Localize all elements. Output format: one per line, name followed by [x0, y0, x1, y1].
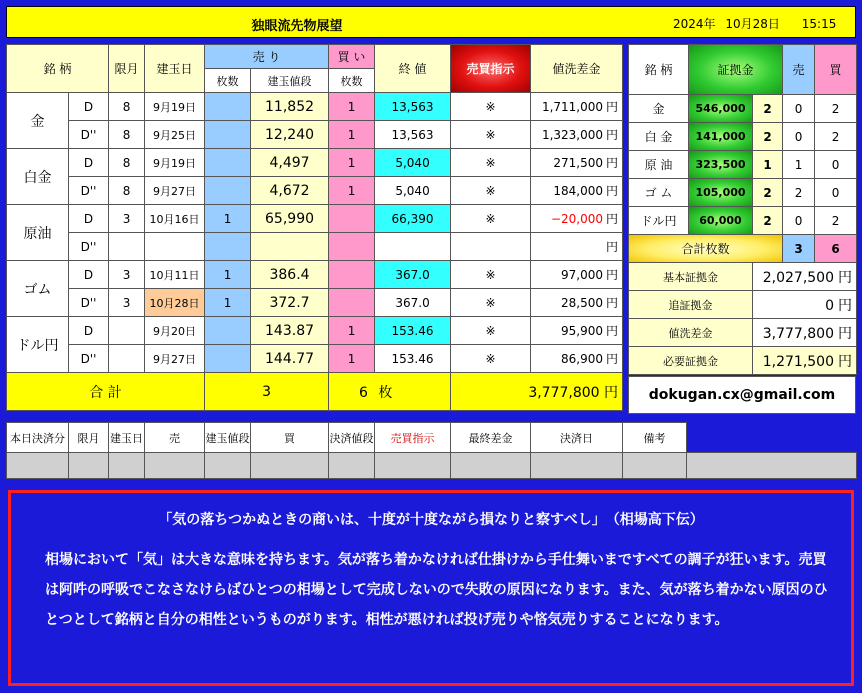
settlement-header-cell: 限月 — [69, 423, 109, 453]
position-diff-yen: 円 — [606, 156, 619, 170]
position-diff-value: −20,000 — [550, 212, 604, 226]
position-price: 386.4 — [251, 261, 329, 289]
table-row — [7, 93, 623, 121]
margin-brand: ゴ ム — [629, 179, 689, 207]
margin-total-sell: 3 — [783, 235, 815, 263]
position-price: 4,497 — [251, 149, 329, 177]
position-buy-qty: 1 — [329, 317, 375, 345]
position-date — [145, 233, 205, 261]
margin-buy-count: 2 — [815, 95, 857, 123]
position-diff — [531, 205, 623, 233]
position-buy-qty — [329, 261, 375, 289]
table-row — [7, 233, 623, 261]
position-diff-yen: 円 — [606, 100, 619, 114]
position-diff-yen: 円 — [606, 296, 619, 310]
header-year: 2024年 — [673, 17, 716, 31]
header-price: 建玉値段 — [251, 69, 329, 93]
margin-header-sell: 売 — [783, 45, 815, 95]
position-sell-qty: 1 — [205, 205, 251, 233]
settlement-header-cell: 売買指示 — [375, 423, 451, 453]
header-limit: 限月 — [109, 45, 145, 93]
position-type: D — [69, 317, 109, 345]
settlement-empty-cell — [329, 453, 375, 479]
position-diff-yen: 円 — [606, 268, 619, 282]
total-row — [7, 373, 623, 411]
table-row — [7, 345, 623, 373]
position-type: D'' — [69, 233, 109, 261]
position-diff-yen: 円 — [606, 212, 619, 226]
position-limit-month — [109, 317, 145, 345]
settlement-header-cell: 建玉日 — [109, 423, 145, 453]
total-buy-value: 6 — [359, 384, 368, 401]
margin-buy-count: 2 — [815, 123, 857, 151]
position-close: 153.46 — [375, 345, 451, 373]
header-date: 10月28日 — [725, 17, 780, 31]
settlement-table — [6, 422, 857, 479]
position-limit-month: 3 — [109, 261, 145, 289]
margin-table — [628, 44, 857, 375]
margin-buy-count: 2 — [815, 207, 857, 235]
margin-units: 2 — [753, 179, 783, 207]
position-type: D'' — [69, 289, 109, 317]
position-diff — [531, 121, 623, 149]
margin-row — [629, 207, 857, 235]
position-buy-qty: 1 — [329, 345, 375, 373]
margin-brand: ドル円 — [629, 207, 689, 235]
position-diff — [531, 149, 623, 177]
position-date: 10月16日 — [145, 205, 205, 233]
margin-summary-label: 値洗差金 — [629, 319, 753, 347]
position-price: 11,852 — [251, 93, 329, 121]
settlement-empty-cell — [375, 453, 451, 479]
settlement-header-cell: 売 — [145, 423, 205, 453]
position-type: D — [69, 93, 109, 121]
margin-amount: 546,000 — [689, 95, 753, 123]
position-instruction-mark: ※ — [451, 177, 531, 205]
table-row — [7, 177, 623, 205]
position-limit-month: 3 — [109, 205, 145, 233]
settlement-empty-cell — [7, 453, 69, 479]
margin-amount: 60,000 — [689, 207, 753, 235]
position-diff — [531, 289, 623, 317]
margin-header-buy: 買 — [815, 45, 857, 95]
brand-name: ドル円 — [7, 317, 69, 373]
position-limit-month: 3 — [109, 289, 145, 317]
position-limit-month: 8 — [109, 177, 145, 205]
margin-summary-yen: 円 — [838, 325, 853, 342]
position-type: D'' — [69, 177, 109, 205]
position-diff — [531, 261, 623, 289]
position-type: D — [69, 205, 109, 233]
margin-summary-row — [629, 263, 857, 291]
settlement-empty-cell — [623, 453, 687, 479]
total-yen: 円 — [604, 384, 619, 401]
position-date: 9月25日 — [145, 121, 205, 149]
settlement-empty-cell — [451, 453, 531, 479]
position-date: 9月27日 — [145, 345, 205, 373]
header-close: 終 値 — [375, 45, 451, 93]
settlement-empty-row — [7, 453, 857, 479]
position-diff — [531, 317, 623, 345]
position-diff — [531, 233, 623, 261]
header-brand: 銘 柄 — [7, 45, 109, 93]
position-diff-value: 95,900 — [561, 324, 604, 338]
position-instruction-mark: ※ — [451, 289, 531, 317]
position-sell-qty — [205, 121, 251, 149]
position-limit-month: 8 — [109, 149, 145, 177]
margin-total-buy: 6 — [815, 235, 857, 263]
margin-header-margin: 証拠金 — [689, 45, 783, 95]
header-sell-count: 枚数 — [205, 69, 251, 93]
margin-total-label: 合計枚数 — [629, 235, 783, 263]
margin-summary-value — [753, 291, 857, 319]
total-sell: 3 — [205, 373, 329, 411]
total-diff — [451, 373, 623, 411]
position-price: 65,990 — [251, 205, 329, 233]
position-instruction-mark: ※ — [451, 93, 531, 121]
settlement-empty-cell — [531, 453, 623, 479]
position-buy-qty: 1 — [329, 149, 375, 177]
email-address[interactable]: dokugan.cx@gmail.com — [628, 376, 856, 414]
total-label: 合 計 — [7, 373, 205, 411]
position-instruction-mark: ※ — [451, 205, 531, 233]
margin-total-row — [629, 235, 857, 263]
margin-summary-value — [753, 319, 857, 347]
position-buy-qty: 1 — [329, 93, 375, 121]
position-close: 5,040 — [375, 149, 451, 177]
proverb-body: 相場において「気」は大きな意味を持ちます。気が落ち着かなければ仕掛けから手仕舞いまですべての調子が狂います。売買は阿吽の呼吸でこなさなけらばひとつの相場として完成しないので失敗の原因になります。また、気が落ち着かない原因のひとつとして銘柄と自分の相性というものがります。相性が悪ければ投げ売りや悋気売りすることになります。 — [45, 552, 828, 628]
header-instruction: 売買指示 — [451, 45, 531, 93]
position-date: 9月19日 — [145, 93, 205, 121]
table-row — [7, 261, 623, 289]
position-date: 9月19日 — [145, 149, 205, 177]
settlement-header-cell: 最終差金 — [451, 423, 531, 453]
margin-sell-count: 0 — [783, 95, 815, 123]
position-date: 9月27日 — [145, 177, 205, 205]
settlement-header-cell: 建玉値段 — [205, 423, 251, 453]
header-datetime — [673, 15, 842, 32]
brand-name: ゴム — [7, 261, 69, 317]
margin-sell-count: 2 — [783, 179, 815, 207]
margin-units: 2 — [753, 95, 783, 123]
settlement-empty-cell — [205, 453, 251, 479]
margin-brand: 白 金 — [629, 123, 689, 151]
table-row — [7, 205, 623, 233]
margin-summary-value — [753, 347, 857, 375]
position-instruction-mark: ※ — [451, 121, 531, 149]
margin-amount: 141,000 — [689, 123, 753, 151]
margin-sell-count: 0 — [783, 207, 815, 235]
position-buy-qty — [329, 289, 375, 317]
proverb-box — [8, 490, 854, 686]
position-close: 13,563 — [375, 121, 451, 149]
margin-summary-row — [629, 319, 857, 347]
position-price: 143.87 — [251, 317, 329, 345]
settlement-header-cell: 決済値段 — [329, 423, 375, 453]
position-instruction-mark: ※ — [451, 345, 531, 373]
total-unit: 枚 — [378, 384, 393, 401]
margin-sell-count: 1 — [783, 151, 815, 179]
margin-row — [629, 95, 857, 123]
position-close: 153.46 — [375, 317, 451, 345]
position-sell-qty — [205, 93, 251, 121]
header-diff: 値洗差金 — [531, 45, 623, 93]
position-diff-value: 271,500 — [553, 156, 604, 170]
table-row — [7, 289, 623, 317]
position-limit-month — [109, 345, 145, 373]
settlement-header-cell: 決済日 — [531, 423, 623, 453]
settlement-header-cell: 備考 — [623, 423, 687, 453]
brand-name: 金 — [7, 93, 69, 149]
position-diff-value: 97,000 — [561, 268, 604, 282]
settlement-empty-cell — [251, 453, 329, 479]
position-date: 10月11日 — [145, 261, 205, 289]
position-close: 367.0 — [375, 289, 451, 317]
position-price: 12,240 — [251, 121, 329, 149]
brand-name: 白金 — [7, 149, 69, 205]
table-row — [7, 149, 623, 177]
position-diff — [531, 93, 623, 121]
header-buy-count: 枚数 — [329, 69, 375, 93]
position-diff-yen: 円 — [606, 324, 619, 338]
header-buy: 買 い — [329, 45, 375, 69]
settlement-empty-cell — [109, 453, 145, 479]
margin-units: 2 — [753, 207, 783, 235]
margin-amount: 323,500 — [689, 151, 753, 179]
settlement-header-cell: 本日決済分 — [7, 423, 69, 453]
header-sell: 売 り — [205, 45, 329, 69]
position-diff — [531, 345, 623, 373]
margin-row — [629, 151, 857, 179]
margin-brand: 金 — [629, 95, 689, 123]
margin-summary-row — [629, 291, 857, 319]
margin-brand: 原 油 — [629, 151, 689, 179]
page-title: 独眼流先物展望 — [251, 19, 343, 34]
margin-summary-yen: 円 — [838, 297, 853, 314]
position-instruction-mark: ※ — [451, 149, 531, 177]
position-diff-yen: 円 — [606, 240, 619, 254]
margin-summary-yen: 円 — [838, 269, 853, 286]
position-limit-month: 8 — [109, 93, 145, 121]
margin-header-brand: 銘 柄 — [629, 45, 689, 95]
position-diff-yen: 円 — [606, 128, 619, 142]
table-row — [7, 121, 623, 149]
margin-summary-yen: 円 — [838, 353, 853, 370]
position-sell-qty — [205, 345, 251, 373]
brand-name: 原油 — [7, 205, 69, 261]
margin-summary-amount: 3,777,800 — [762, 325, 835, 342]
position-instruction-mark: ※ — [451, 261, 531, 289]
total-buy — [329, 373, 451, 411]
position-sell-qty — [205, 149, 251, 177]
margin-summary-row — [629, 347, 857, 375]
position-diff-value: 1,323,000 — [541, 128, 604, 142]
settlement-empty-cell — [69, 453, 109, 479]
margin-summary-value — [753, 263, 857, 291]
position-diff — [531, 177, 623, 205]
position-close: 367.0 — [375, 261, 451, 289]
position-sell-qty: 1 — [205, 289, 251, 317]
settlement-header-cell: 買 — [251, 423, 329, 453]
proverb-title: 「気の落ちつかぬときの商いは、十度が十度ながら損なりと察すべし」 （相場高下伝） — [158, 512, 704, 528]
margin-buy-count: 0 — [815, 151, 857, 179]
header-date: 建玉日 — [145, 45, 205, 93]
position-diff-value: 28,500 — [561, 296, 604, 310]
position-limit-month: 8 — [109, 121, 145, 149]
position-close — [375, 233, 451, 261]
position-diff-value: 86,900 — [561, 352, 604, 366]
position-sell-qty: 1 — [205, 261, 251, 289]
position-date: 9月20日 — [145, 317, 205, 345]
margin-summary-label: 基本証拠金 — [629, 263, 753, 291]
position-price — [251, 233, 329, 261]
position-buy-qty — [329, 233, 375, 261]
header-bar — [6, 6, 856, 38]
position-buy-qty — [329, 205, 375, 233]
position-diff-value: 184,000 — [553, 184, 604, 198]
position-close: 13,563 — [375, 93, 451, 121]
settlement-empty-cell — [687, 453, 857, 479]
position-sell-qty — [205, 317, 251, 345]
margin-units: 1 — [753, 151, 783, 179]
position-instruction-mark: ※ — [451, 317, 531, 345]
position-sell-qty — [205, 177, 251, 205]
header-time: 15:15 — [801, 17, 837, 31]
margin-summary-amount: 0 — [825, 297, 835, 314]
position-buy-qty: 1 — [329, 121, 375, 149]
margin-summary-amount: 2,027,500 — [762, 269, 835, 286]
position-type: D'' — [69, 345, 109, 373]
position-close: 66,390 — [375, 205, 451, 233]
position-limit-month — [109, 233, 145, 261]
position-instruction-mark — [451, 233, 531, 261]
position-type: D — [69, 149, 109, 177]
margin-row — [629, 179, 857, 207]
position-price: 372.7 — [251, 289, 329, 317]
total-diff-value: 3,777,800 — [528, 384, 600, 401]
margin-summary-label: 必要証拠金 — [629, 347, 753, 375]
position-type: D — [69, 261, 109, 289]
position-sell-qty — [205, 233, 251, 261]
table-row — [7, 317, 623, 345]
margin-buy-count: 0 — [815, 179, 857, 207]
position-diff-yen: 円 — [606, 352, 619, 366]
margin-header-row — [629, 45, 857, 95]
settlement-header-row — [7, 423, 857, 453]
margin-amount: 105,000 — [689, 179, 753, 207]
position-buy-qty: 1 — [329, 177, 375, 205]
margin-sell-count: 0 — [783, 123, 815, 151]
position-close: 5,040 — [375, 177, 451, 205]
margin-units: 2 — [753, 123, 783, 151]
margin-summary-amount: 1,271,500 — [762, 353, 835, 370]
position-price: 144.77 — [251, 345, 329, 373]
margin-summary-label: 追証拠金 — [629, 291, 753, 319]
table-header-row — [7, 45, 623, 69]
position-diff-yen: 円 — [606, 184, 619, 198]
position-diff-value: 1,711,000 — [541, 100, 604, 114]
margin-row — [629, 123, 857, 151]
position-date: 10月28日 — [145, 289, 205, 317]
position-type: D'' — [69, 121, 109, 149]
positions-table — [6, 44, 623, 411]
settlement-empty-cell — [145, 453, 205, 479]
position-price: 4,672 — [251, 177, 329, 205]
